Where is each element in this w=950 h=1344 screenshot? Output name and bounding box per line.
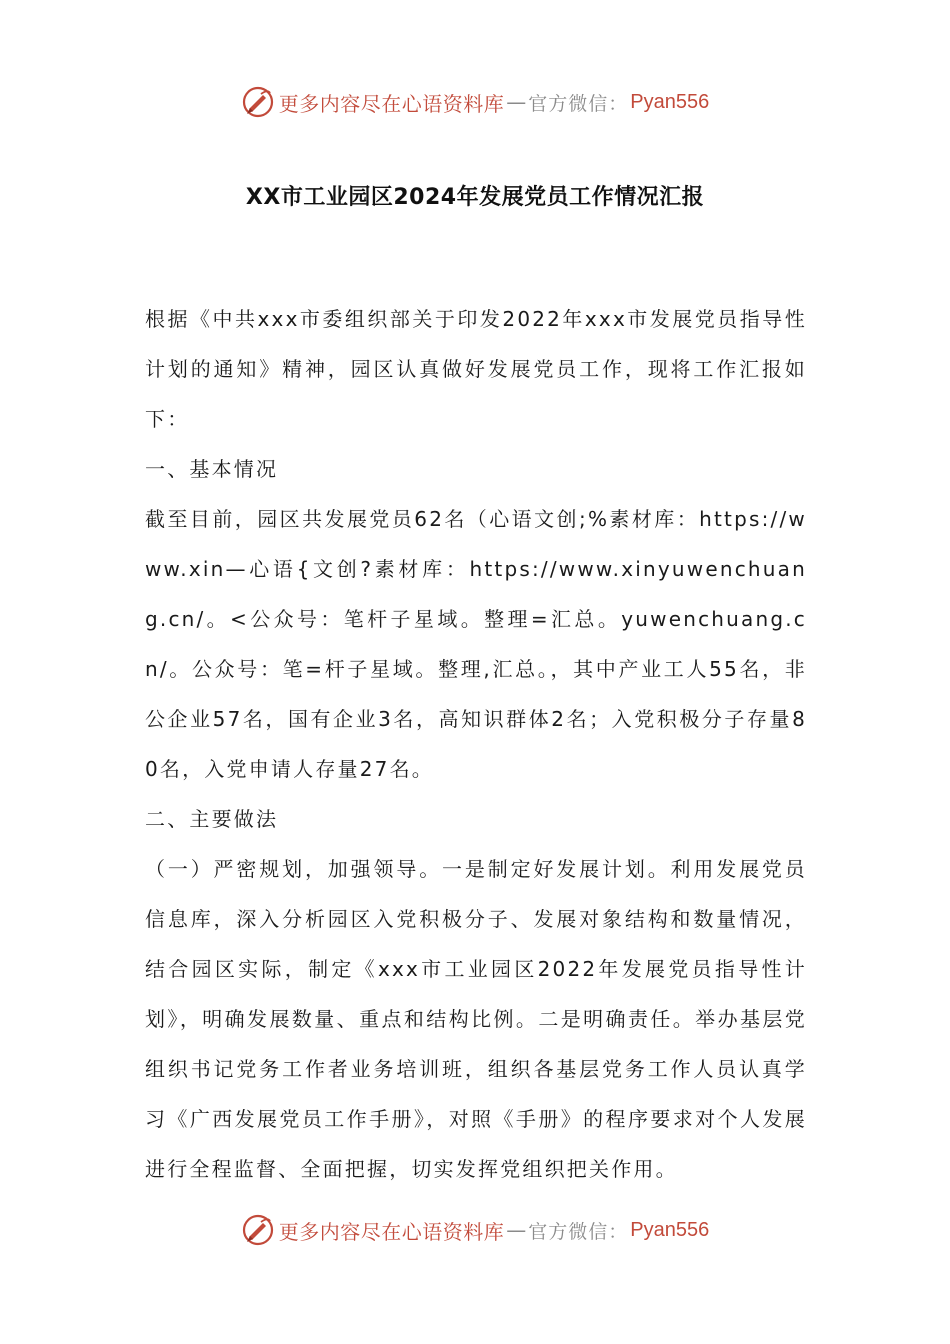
banner-wechat-id: Pyan556: [630, 1218, 710, 1241]
practices-paragraph: （一）严密规划，加强领导。一是制定好发展计划。利用发展党员信息库，深入分析园区入党积极分子、发展对象结构和数量情况，结合园区实际，制定《xxx市工业园区2022年发展党员指导性计划》，明确发展数量、重点和结构比例。二是明确责任。举办基层党组织书记党务工作者业务培训班，组织各基层党务工作人员认真学习《广西发展党员工作手册》，对照《手册》的程序要求对个人发展进行全程监督、全面把握，切实发挥党组织把关作用。: [145, 857, 807, 1181]
header-banner: [0, 82, 950, 122]
section-heading-basic: 一、基本情况: [145, 457, 279, 481]
banner-slogan: 更多内容尽在心语资料库: [278, 91, 505, 116]
banner-dash: —: [506, 1218, 527, 1242]
footer-banner: [0, 1210, 950, 1250]
banner-dash: —: [506, 90, 527, 114]
pen-logo-icon: [241, 85, 275, 119]
pen-logo-icon: [241, 1213, 275, 1247]
intro-paragraph: 根据《中共xxx市委组织部关于印发2022年xxx市发展党员指导性计划的通知》精神，园区认真做好发展党员工作，现将工作汇报如下：: [145, 307, 807, 431]
banner-wechat-id: Pyan556: [630, 90, 710, 113]
document-title: XX市工业园区2024年发展党员工作情况汇报: [245, 185, 705, 210]
section-heading-practices: 二、主要做法: [145, 807, 279, 831]
basic-situation-paragraph: 截至目前，园区共发展党员62名（心语文创;%素材库：https://www.xin—心语{文创?素材库：https://www.xinyuwenchuang.cn/。<公众号：笔杆子星域。整理=汇总。yuwenchuang.cn/。公众号：笔=杆子星域。整理,汇总。，其中产业工人55名，非公企业57名，国有企业3名，高知识群体2名；入党积极分子存量80名，入党申请人存量27名。: [145, 507, 807, 781]
banner-wechat-label: 官方微信：: [528, 92, 629, 115]
document-body: [145, 294, 807, 1194]
banner-wechat-label: 官方微信：: [528, 1220, 629, 1243]
banner-slogan: 更多内容尽在心语资料库: [278, 1219, 505, 1244]
